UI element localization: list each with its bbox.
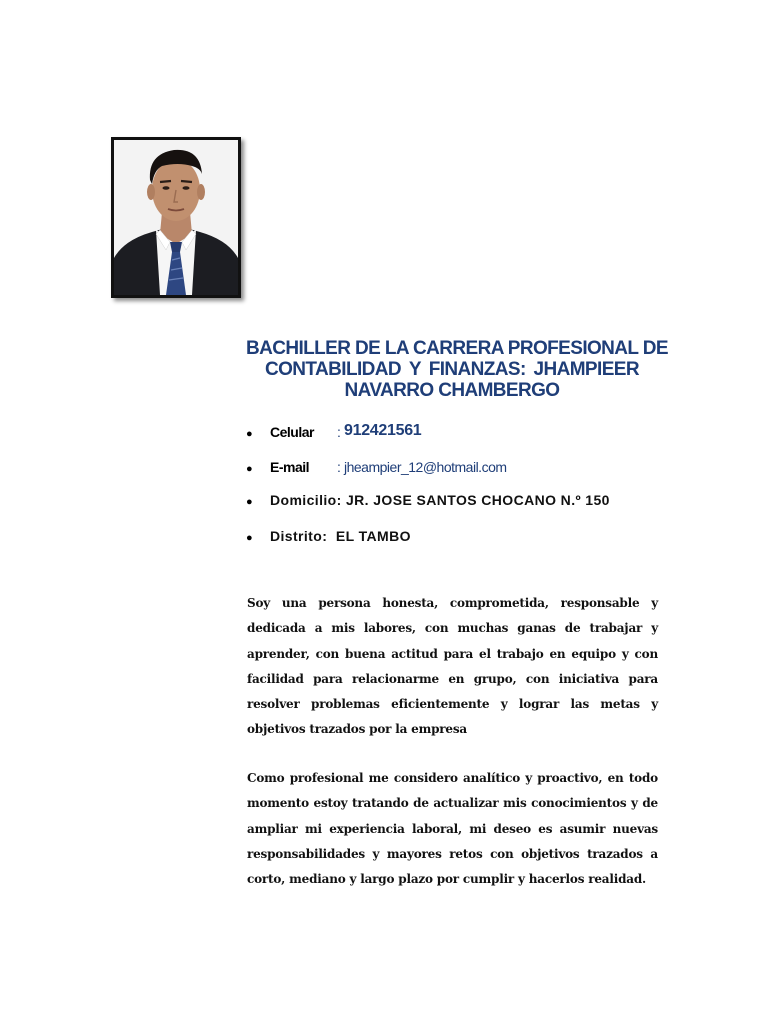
bullet-icon: ● bbox=[246, 463, 253, 475]
title-word: Y bbox=[408, 359, 421, 380]
bullet-icon: ● bbox=[246, 428, 253, 440]
title-word: CONTABILIDAD bbox=[265, 359, 401, 380]
profile-paragraph-1: Soy una persona honesta, comprometida, responsable y dedicada a mis labores, con muchas ganas de trabajar y aprender, con buena actitud para el trabajo en equipo y con facilidad para relacionarme en grupo, con iniciativa para resolver problemas eficientemente y lograr las metas y objetivos trazados por la empresa bbox=[247, 596, 658, 737]
person-portrait-image bbox=[114, 140, 238, 295]
email-label: E-mail bbox=[270, 459, 310, 475]
profile-photo bbox=[111, 137, 241, 298]
address-line bbox=[270, 492, 610, 508]
title-word: JHAMPIEER bbox=[533, 359, 639, 380]
district-value: EL TAMBO bbox=[335, 528, 411, 544]
email-link[interactable]: jheampier_12@hotmail.com bbox=[344, 459, 507, 475]
title-line-2 bbox=[246, 359, 658, 380]
phone-value: 912421561 bbox=[344, 422, 422, 439]
phone-separator: : bbox=[337, 424, 341, 440]
email-separator: : bbox=[337, 459, 341, 475]
district-line bbox=[270, 528, 411, 544]
address-label: Domicilio: bbox=[270, 492, 342, 508]
resume-title bbox=[246, 338, 668, 401]
bullet-icon: ● bbox=[246, 532, 253, 544]
district-label: Distrito: bbox=[270, 528, 328, 544]
title-word: FINANZAS: bbox=[428, 359, 526, 380]
bullet-icon: ● bbox=[246, 496, 253, 508]
address-value: JR. JOSE SANTOS CHOCANO N.º 150 bbox=[345, 492, 610, 508]
phone-label: Celular bbox=[270, 424, 314, 440]
title-line-3: NAVARRO CHAMBERGO bbox=[344, 380, 560, 401]
profile-paragraph-2: Como profesional me considero analítico y proactivo, en todo momento estoy tratando de actualizar mis conocimientos y de ampliar mi experiencia laboral, mi deseo es asumir nuevas responsabilidades y mayores retos con objetivos trazados a corto, mediano y largo plazo por cumplir y hacerlos realidad. bbox=[247, 771, 658, 887]
title-line-1: BACHILLER DE LA CARRERA PROFESIONAL DE bbox=[246, 338, 668, 359]
